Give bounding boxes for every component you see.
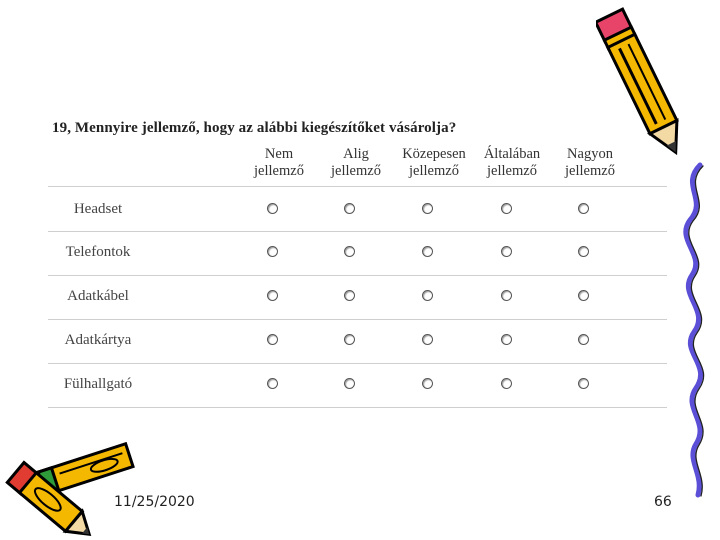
column-header-nagyon-jellemzo: Nagyon jellemző — [565, 146, 615, 179]
radio-fulhallgato-altalaban[interactable] — [501, 378, 512, 389]
radio-fulhallgato-nagyon[interactable] — [578, 378, 589, 389]
radio-adatkabel-kozepesen[interactable] — [422, 290, 433, 301]
column-header-nem-jellemzo: Nem jellemző — [254, 146, 304, 179]
footer-date: 11/25/2020 — [114, 494, 195, 510]
row-label-fulhallgato: Fülhallgató — [63, 376, 133, 392]
radio-telefontok-kozepesen[interactable] — [422, 246, 433, 257]
radio-adatkartya-nagyon[interactable] — [578, 334, 589, 345]
radio-fulhallgato-nem[interactable] — [267, 378, 278, 389]
radio-adatkartya-nem[interactable] — [267, 334, 278, 345]
column-header-altalaban-jellemzo: Általában jellemző — [483, 146, 541, 179]
page-number: 66 — [654, 494, 672, 510]
radio-adatkabel-nagyon[interactable] — [578, 290, 589, 301]
divider — [48, 407, 667, 408]
column-header-alig-jellemzo: Alig jellemző — [331, 146, 381, 179]
radio-adatkabel-altalaban[interactable] — [501, 290, 512, 301]
radio-headset-altalaban[interactable] — [501, 203, 512, 214]
radio-fulhallgato-kozepesen[interactable] — [422, 378, 433, 389]
radio-adatkartya-alig[interactable] — [344, 334, 355, 345]
radio-telefontok-altalaban[interactable] — [501, 246, 512, 257]
radio-adatkabel-nem[interactable] — [267, 290, 278, 301]
radio-headset-nem[interactable] — [267, 203, 278, 214]
row-label-headset: Headset — [73, 201, 123, 217]
crossed-pencils-icon — [0, 430, 150, 540]
radio-fulhallgato-alig[interactable] — [344, 378, 355, 389]
column-header-kozepesen-jellemzo: Közepesen jellemző — [402, 146, 466, 179]
row-label-adatkartya: Adatkártya — [64, 332, 132, 348]
row-label-adatkabel: Adatkábel — [67, 288, 129, 304]
divider — [48, 363, 667, 364]
question-title: 19, Mennyire jellemző, hogy az alábbi kiegészítőket vásárolja? — [52, 120, 457, 136]
survey-form — [48, 116, 668, 414]
radio-headset-nagyon[interactable] — [578, 203, 589, 214]
radio-telefontok-nagyon[interactable] — [578, 246, 589, 257]
radio-headset-alig[interactable] — [344, 203, 355, 214]
radio-telefontok-alig[interactable] — [344, 246, 355, 257]
radio-adatkabel-alig[interactable] — [344, 290, 355, 301]
divider — [48, 319, 667, 320]
divider — [48, 186, 667, 187]
divider — [48, 231, 667, 232]
radio-telefontok-nem[interactable] — [267, 246, 278, 257]
radio-adatkartya-altalaban[interactable] — [501, 334, 512, 345]
radio-adatkartya-kozepesen[interactable] — [422, 334, 433, 345]
radio-headset-kozepesen[interactable] — [422, 203, 433, 214]
row-label-telefontok: Telefontok — [65, 244, 131, 260]
scribble-line — [670, 160, 720, 500]
divider — [48, 275, 667, 276]
